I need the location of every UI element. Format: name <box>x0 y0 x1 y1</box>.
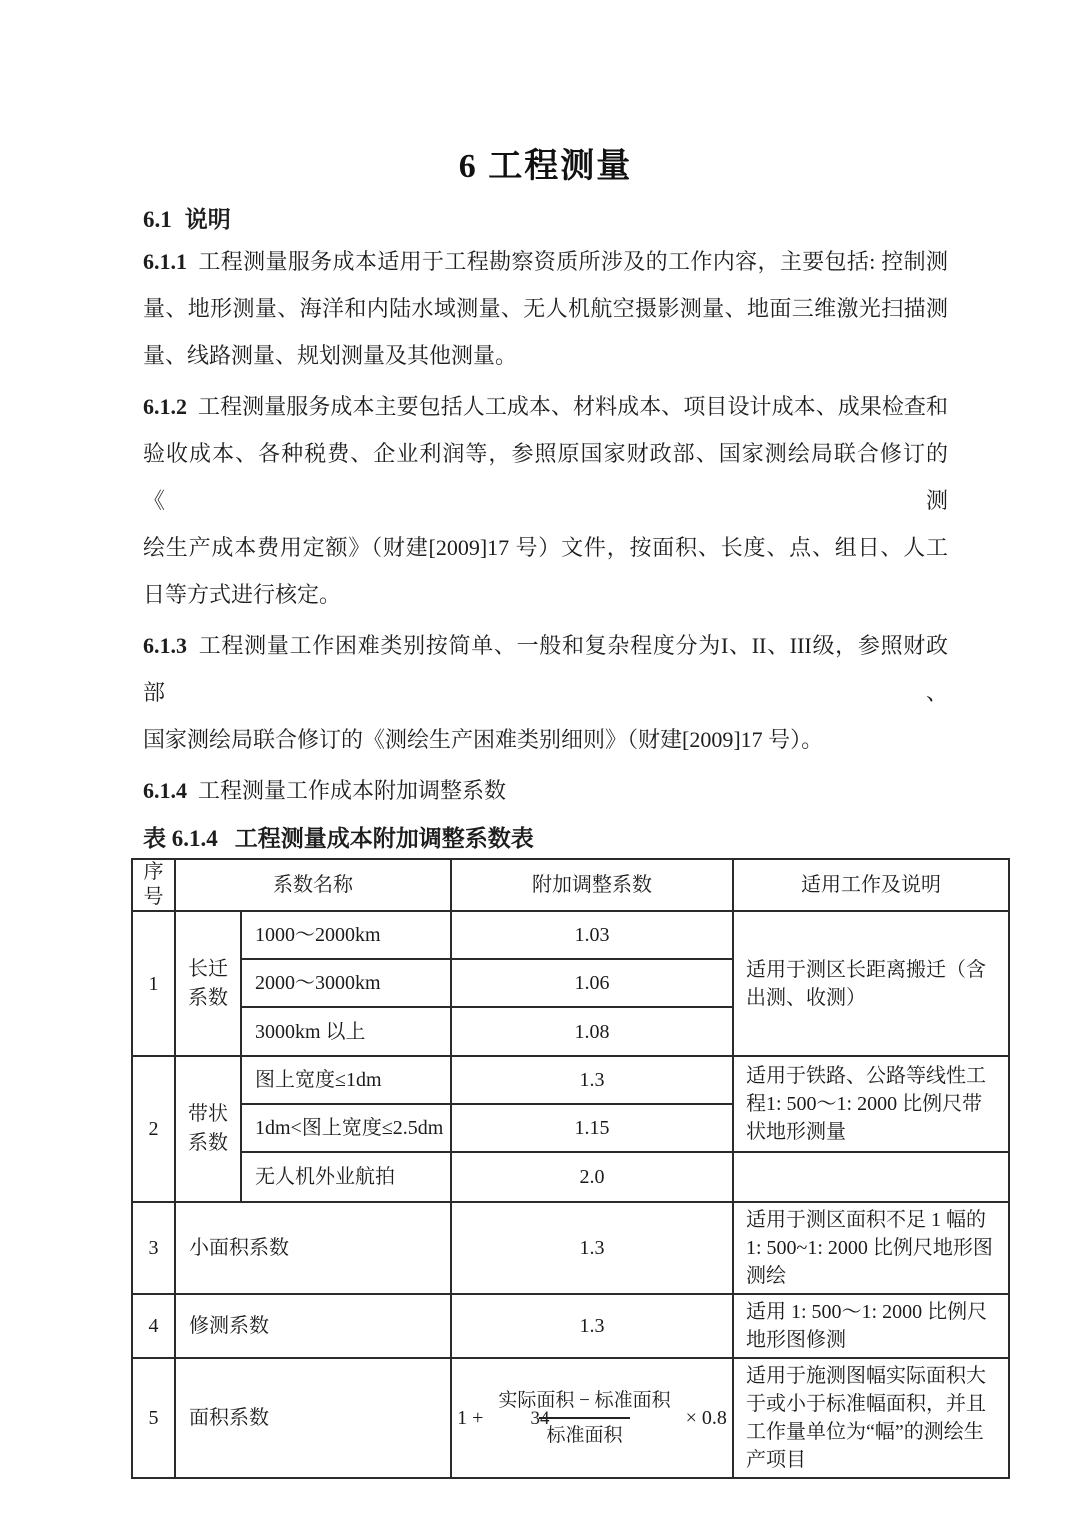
section-number: 6.1 <box>143 207 172 232</box>
header-cell-coef: 附加调整系数 <box>451 859 733 911</box>
table-caption-title: 工程测量成本附加调整系数表 <box>234 826 534 851</box>
text-line <box>143 622 948 716</box>
paragraph-text: 工程测量服务成本适用于工程勘察资质所涉及的工作内容，主要包括: 控制测 <box>198 249 948 274</box>
text-line: 量、线路测量、规划测量及其他测量。 <box>143 343 518 368</box>
text-line: 日等方式进行核定。 <box>143 582 342 607</box>
table-row <box>132 1152 1009 1202</box>
formula-numerator: 实际面积 − 标准面积 <box>498 1390 671 1411</box>
cell-no: 5 <box>132 1358 175 1478</box>
cell-name: 图上宽度≤1dm <box>241 1056 451 1104</box>
formula-suffix: × 0.8 <box>685 1407 727 1429</box>
cell-desc: 适用于测区长距离搬迁（含出测、收测） <box>733 911 1009 1056</box>
cell-name: 2000～3000km <box>241 959 451 1007</box>
cell-coef: 1.08 <box>451 1007 733 1056</box>
paragraph-6-1-1 <box>143 238 948 379</box>
cell-desc: 适用于施测图幅实际面积大于或小于标准幅面积，并且工作量单位为“幅”的测绘生产项目 <box>733 1358 1009 1478</box>
cell-desc-empty <box>733 1152 1009 1202</box>
paragraph-6-1-2 <box>143 383 948 618</box>
page-number: 34 <box>530 1408 550 1429</box>
table-header-row <box>132 859 1009 911</box>
table-caption-label: 表 6.1.4 <box>143 826 218 851</box>
cell-no: 3 <box>132 1202 175 1294</box>
cell-coef: 2.0 <box>451 1152 733 1202</box>
cell-group: 长迁系数 <box>175 911 241 1056</box>
page-title: 6 工程测量 <box>458 148 633 185</box>
paragraph-number: 6.1.1 <box>143 249 187 274</box>
header-cell-name: 系数名称 <box>175 859 451 911</box>
cell-no: 1 <box>132 911 175 1056</box>
cell-coef: 1.3 <box>451 1056 733 1104</box>
cell-group: 带状系数 <box>175 1056 241 1202</box>
cell-coef: 1.3 <box>451 1294 733 1358</box>
header-cell-desc: 适用工作及说明 <box>733 859 1009 911</box>
paragraph-number: 6.1.4 <box>143 778 187 803</box>
text-line <box>143 383 948 430</box>
cell-name: 小面积系数 <box>175 1202 451 1294</box>
cell-coef: 1.15 <box>451 1104 733 1152</box>
cell-desc: 适用于铁路、公路等线性工程1: 500～1: 2000 比例尺带状地形测量 <box>733 1056 1009 1152</box>
section-heading-6-1 <box>143 206 948 234</box>
cell-name: 1000～2000km <box>241 911 451 959</box>
cell-name: 无人机外业航拍 <box>241 1152 451 1202</box>
cell-name: 修测系数 <box>175 1294 451 1358</box>
table-row <box>132 1056 1009 1104</box>
cell-no: 4 <box>132 1294 175 1358</box>
text-line: 量、地形测量、海洋和内陆水域测量、无人机航空摄影测量、地面三维激光扫描测 <box>143 296 948 321</box>
table-row <box>132 1202 1009 1294</box>
table-row <box>132 911 1009 959</box>
cell-name: 面积系数 <box>175 1358 451 1478</box>
paragraph-6-1-3 <box>143 622 948 763</box>
header-cell-no: 序号 <box>132 859 175 911</box>
cell-name: 1dm<图上宽度≤2.5dm <box>241 1104 451 1152</box>
adjustment-coefficient-table <box>131 858 1010 1479</box>
paragraph-number: 6.1.3 <box>143 633 187 658</box>
cell-desc: 适用 1: 500～1: 2000 比例尺地形图修测 <box>733 1294 1009 1358</box>
text-line: 验收成本、各种税费、企业利润等，参照原国家财政部、国家测绘局联合修订的《测 <box>143 441 948 513</box>
formula-prefix: 1 + <box>457 1407 484 1429</box>
paragraph-text: 工程测量服务成本主要包括人工成本、材料成本、项目设计成本、成果检查和 <box>198 394 948 419</box>
text-line: 绘生产成本费用定额》（财建[2009]17 号）文件，按面积、长度、点、组日、人工 <box>143 535 948 560</box>
cell-coef: 1.06 <box>451 959 733 1007</box>
cell-no: 2 <box>132 1056 175 1202</box>
text-line <box>143 238 948 285</box>
cell-desc: 适用于测区面积不足 1 幅的 1: 500~1: 2000 比例尺地形图测绘 <box>733 1202 1009 1294</box>
cell-coef: 1.3 <box>451 1202 733 1294</box>
paragraph-6-1-4 <box>143 767 948 814</box>
cell-coef: 1.03 <box>451 911 733 959</box>
text-line <box>143 767 948 814</box>
table-caption <box>143 824 948 854</box>
section-heading-text: 说明 <box>184 207 231 232</box>
text-line: 国家测绘局联合修订的《测绘生产困难类别细则》（财建[2009]17 号）。 <box>143 727 824 752</box>
cell-name: 3000km 以上 <box>241 1007 451 1056</box>
paragraph-number: 6.1.2 <box>143 394 187 419</box>
formula-denominator: 标准面积 <box>539 1417 629 1449</box>
table-row <box>132 1294 1009 1358</box>
paragraph-text: 工程测量工作困难类别按简单、一般和复杂程度分为I、II、III级，参照财政部、 <box>143 633 948 705</box>
paragraph-text: 工程测量工作成本附加调整系数 <box>198 778 507 803</box>
